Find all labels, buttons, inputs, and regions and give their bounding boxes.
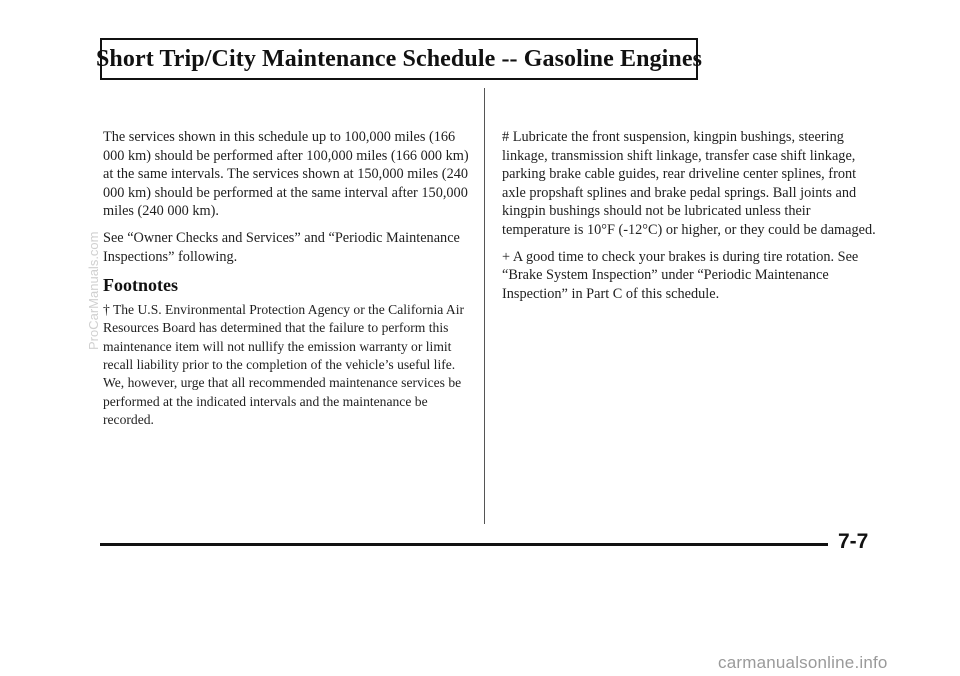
reference-paragraph: See “Owner Checks and Services” and “Periodic Maintenance Inspections” following. (103, 229, 460, 265)
site-watermark: carmanualsonline.info (718, 653, 888, 672)
intro-paragraph: The services shown in this schedule up to 100,000 miles (166 000 km) should be performed after 100,000 miles (166 000 km) at the same intervals. The services shown at 150,000 miles (240 000 km) should be performed at the same interval after 150,000 miles (240 000 km). (103, 129, 469, 220)
page-number: 7-7 (838, 530, 869, 553)
right-column (502, 128, 878, 311)
footer-rule (100, 543, 828, 546)
column-divider (484, 88, 485, 524)
footnote-plus: + A good time to check your brakes is during tire rotation. See “Brake System Inspection” under “Periodic Maintenance Inspection” in Part C of this schedule. (502, 248, 859, 302)
footnote-dagger: † The U.S. Environmental Protection Agency or the California Air Resources Board has determined that the failure to perform this maintenance item will not nullify the emission warranty or limit recall liability prior to the completion of the vehicle’s useful life. We, however, urge that all recommended maintenance services be performed at the indicated intervals and the maintenance be recorded. (103, 301, 465, 428)
vertical-watermark: ProCarManuals.com (86, 231, 101, 350)
page-title: Short Trip/City Maintenance Schedule -- Gasoline Engines (95, 45, 703, 72)
section-title-box (95, 38, 703, 80)
left-column (103, 128, 478, 438)
footnotes-heading: Footnotes (103, 275, 178, 296)
footnote-hash: # Lubricate the front suspension, kingpin bushings, steering linkage, transmission shift linkage, transfer case shift linkage, parking brake cable guides, rear driveline center splines, front axle propshaft splines and brake pedal springs. Ball joints and kingpin bushings should not be lubricated unless their temperature is 10°F (-12°C) or higher, or they could be damaged. (502, 129, 876, 238)
